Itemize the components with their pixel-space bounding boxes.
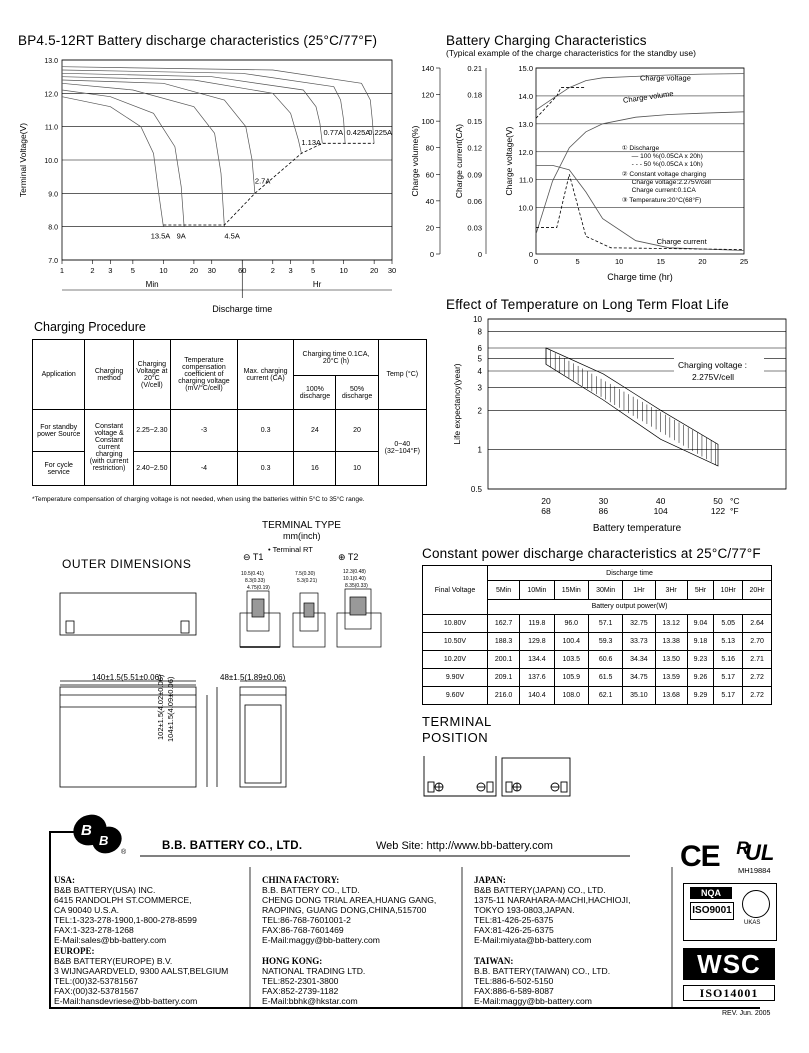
th-application: Application: [33, 340, 85, 410]
ukas-crown-icon: [742, 890, 770, 918]
outer-dimension-drawings: [55, 585, 305, 795]
nqa-badge: NQA: [690, 887, 732, 899]
th-discharge-time: Discharge time: [488, 566, 772, 581]
power-cell: 108.0: [554, 687, 588, 705]
dim-width: 48±1.5(1.89±0.06): [220, 673, 286, 682]
r1-voltage: 2.25~2.30: [133, 410, 170, 452]
terminal-position-title-2: POSITION: [422, 730, 489, 745]
x-tick-label: 5: [130, 266, 135, 275]
power-cell: 105.9: [554, 669, 588, 687]
plot-frame: [488, 319, 786, 489]
x-tick-label-c: 30: [598, 496, 609, 506]
y-tick-label: 11.0: [44, 124, 58, 132]
x-tick-label: 10: [339, 266, 348, 275]
axis2-tick-label: 0.09: [467, 170, 482, 180]
y-tick-label: 9.0: [48, 191, 58, 199]
power-cell: 13.12: [655, 615, 687, 633]
power-cell: 5.16: [714, 651, 743, 669]
power-cell: 188.3: [488, 633, 520, 651]
discharge-curve: [62, 83, 224, 226]
axis3-tick-label: 15.0: [518, 64, 533, 73]
table-row: [423, 633, 772, 651]
r2-t100: 16: [294, 452, 336, 486]
current-curve-label: Charge current: [656, 237, 707, 246]
th-temp-comp: Temperature compensation coefficient of charging voltage (mV/°C/cell): [171, 340, 238, 410]
power-cell: 13.38: [655, 633, 687, 651]
axis1-tick-label: 140: [421, 64, 434, 73]
y-tick-label: 3: [477, 383, 482, 393]
usa-title: USA:: [54, 875, 76, 885]
x-tick-label-f: 122: [710, 506, 726, 516]
y-axis-label: Life expectancy(year): [452, 363, 462, 445]
axis3-label: Charge voltage(V): [504, 126, 514, 196]
axis3-tick-label: 13.0: [518, 119, 533, 129]
x-tick-label: 1: [59, 266, 65, 275]
power-cell: 9.04: [687, 615, 714, 633]
axis3-tick-label: 11.0: [518, 175, 533, 185]
th-output-power: Battery output power(W): [488, 599, 772, 614]
x-tick-label: 2: [90, 266, 95, 275]
europe-address: EUROPE: B&B BATTERY(EUROPE) B.V. 3 WIJNGAARDVELD, 9300 AALST,BELGIUM TEL:(00)32-53781567 FAX:(00)32-53781567 E-Mail:hansdevriese@bb-battery.com: [54, 946, 229, 1006]
taiwan-address: TAIWAN: B.B. BATTERY(TAIWAN) CO., LTD. TEL:886-6-502-5150 FAX:886-6-589-8087 E-Mail:maggy@bb-battery.com: [474, 956, 611, 1006]
curve-label: 0.77A: [323, 128, 344, 137]
x-tick-label: 10: [615, 257, 624, 266]
column-header: 5Hr: [687, 581, 714, 599]
x-tick-label: 60: [238, 266, 247, 275]
power-cell: 9.23: [687, 651, 714, 669]
dim-g: 10.1(0.40): [343, 576, 366, 582]
column-header: 1Hr: [623, 581, 655, 599]
wsc-logo: WSC: [683, 948, 775, 980]
power-cell: 33.73: [623, 633, 655, 651]
power-cell: 140.4: [520, 687, 554, 705]
y-tick-label: 8.0: [48, 224, 58, 232]
y-tick-label: 7.0: [48, 258, 58, 265]
axis2-tick-label: 0.21: [467, 64, 482, 73]
discharge-curve: [62, 90, 184, 227]
power-cell: 13.59: [655, 669, 687, 687]
discharge-curve: [62, 70, 345, 143]
power-cell: 162.7: [488, 615, 520, 633]
power-cell: 9.29: [687, 687, 714, 705]
column-header: 5Min: [488, 581, 520, 599]
power-cell: 200.1: [488, 651, 520, 669]
axis1-tick-label: 60: [425, 170, 434, 180]
axis2-tick-label: 0.12: [467, 143, 482, 153]
axis1-tick-label: 0: [429, 250, 434, 259]
ul-icon: UL: [745, 840, 775, 865]
discharge-curve: [62, 73, 322, 143]
dim-b: 8.3(0.33): [245, 578, 266, 584]
x-axis-label: Discharge time: [212, 304, 273, 314]
r2-t50: 10: [336, 452, 378, 486]
min-label: Min: [145, 280, 159, 289]
charging-procedure-table: [32, 339, 427, 486]
axis2-tick-label: 0.18: [467, 90, 482, 100]
note-line-1: Charging voltage :: [678, 360, 747, 370]
power-cell: 60.6: [588, 651, 622, 669]
taiwan-title: TAIWAN:: [474, 956, 514, 966]
x-tick-label: 2: [270, 266, 275, 275]
power-cell: 9.18: [687, 633, 714, 651]
power-cell: 209.1: [488, 669, 520, 687]
x-tick-label: 0: [533, 257, 539, 266]
x-tick-label: 10: [159, 266, 168, 275]
terminal-rt-label: • Terminal RT: [268, 545, 313, 554]
x-axis-label: Battery temperature: [592, 523, 682, 534]
axis3-tick-label: 10.0: [518, 203, 533, 213]
x-tick-label: 30: [207, 266, 216, 275]
europe-title: EUROPE:: [54, 946, 95, 956]
table-row: [423, 615, 772, 633]
iso14001-badge: ISO14001: [683, 985, 775, 1001]
china-address: CHINA FACTORY: B.B. BATTERY CO., LTD. CHENG DONG TRIAL AREA,HUANG GANG, RAOPING, GUANG DONG,CHINA,515700 TEL:86-768-7601001-2 FAX:86-768-7601469 E-Mail:maggy@bb-battery.com: [262, 875, 437, 945]
table-row: [423, 669, 772, 687]
iso9001-badge: ISO9001: [690, 902, 734, 920]
column-header: 10Min: [520, 581, 554, 599]
axis2-tick-label: 0: [477, 250, 482, 259]
charging-chart: [404, 60, 804, 285]
terminal-type-title: TERMINAL TYPE: [262, 520, 341, 531]
power-cell: 96.0: [554, 615, 588, 633]
power-cell: 57.1: [588, 615, 622, 633]
curve-label: 0.225A: [368, 128, 393, 137]
power-cell: 2.64: [743, 615, 772, 633]
x-tick-label-c: 50: [713, 496, 723, 506]
y-tick-label: 13.0: [44, 58, 58, 65]
japan-title: JAPAN:: [474, 875, 506, 885]
discharge-curve: [62, 97, 163, 227]
terminal-position-drawing: [420, 752, 580, 800]
constant-power-table: [422, 565, 772, 705]
terminal-t2-label: ⊕ T2: [338, 552, 359, 562]
power-cell: 216.0: [488, 687, 520, 705]
th-method: Charging method: [85, 340, 133, 410]
hr-label: Hr: [312, 280, 322, 289]
axis3-tick-label: 14.0: [518, 91, 533, 101]
power-cell: 5.17: [714, 669, 743, 687]
column-header: 30Min: [588, 581, 622, 599]
axis2-tick-label: 0.06: [467, 196, 482, 206]
power-cell: 134.4: [520, 651, 554, 669]
charging-chart-subtitle: (Typical example of the charge characteristics for the standby use): [446, 48, 696, 58]
dim-e: 5.3(0.21): [297, 578, 318, 584]
unit-f: °F: [730, 506, 739, 516]
japan-address: JAPAN: B&B BATTERY(JAPAN) CO., LTD. 1375-11 NARAHARA-MACHI,HACHIOJI, TOKYO 193-0803,JAPAN. TEL:81-426-25-6375 FAX:81-426-25-6375 E-Mail:miyata@bb-battery.com: [474, 875, 631, 945]
power-cell: 129.8: [520, 633, 554, 651]
power-cell: 2.72: [743, 669, 772, 687]
y-axis-label: Terminal Voltage(V): [18, 122, 28, 198]
website-link[interactable]: Web Site: http://www.bb-battery.com: [376, 840, 553, 852]
unit-c: °C: [730, 496, 740, 506]
power-cell: 34.34: [623, 651, 655, 669]
axis1-tick-label: 120: [421, 90, 434, 100]
svg-text:B: B: [99, 833, 109, 848]
x-tick-label: 15: [656, 257, 665, 266]
svg-text:B: B: [81, 822, 92, 839]
final-voltage-cell: 9.60V: [423, 687, 488, 705]
th-voltage: Charging Voltage at 20°C (V/cell): [133, 340, 170, 410]
y-tick-label: 10.0: [44, 158, 58, 165]
y-tick-label: 2: [477, 406, 482, 416]
x-tick-label: 20: [698, 257, 707, 266]
x-tick-label: 25: [739, 257, 749, 266]
china-title: CHINA FACTORY:: [262, 875, 340, 885]
revision: REV. Jun. 2005: [722, 1010, 771, 1017]
power-cell: 61.5: [588, 669, 622, 687]
terminal-t1-label: ⊖ T1: [243, 552, 264, 562]
svg-text:®: ®: [121, 849, 127, 856]
column-header: 10Hr: [714, 581, 743, 599]
volume-curve-label: Charge volume: [622, 88, 675, 105]
float-life-title: Effect of Temperature on Long Term Float Life: [446, 297, 729, 312]
x-tick-label-f: 68: [541, 506, 551, 516]
th-temp: Temp (°C): [378, 340, 426, 410]
usa-address: USA: B&B BATTERY(USA) INC. 6415 RANDOLPH ST.COMMERCE, CA 90040 U.S.A. TEL:1-323-278-1900,1-800-278-8599 FAX:1-323-278-1268 E-Mail:sales@bb-battery.com: [54, 875, 197, 945]
legend-line: - - - 50 %(0.05CA x 10h): [631, 161, 703, 168]
x-tick-label-c: 20: [541, 496, 551, 506]
th-charging-time: Charging time 0.1CA, 20°C (h): [294, 340, 378, 376]
column-header: 20Hr: [743, 581, 772, 599]
hk-address: HONG KONG: NATIONAL TRADING LTD. TEL:852-2301-3800 FAX:852-2739-1182 E-Mail:bbhk@hkstar.com: [262, 956, 366, 1006]
power-cell: 5.13: [714, 633, 743, 651]
hk-title: HONG KONG:: [262, 956, 323, 966]
x-tick-label: 3: [288, 266, 293, 275]
column-header: 15Min: [554, 581, 588, 599]
axis2-label: Charge current(CA): [454, 123, 464, 199]
dim-h: 8.35(0.33): [345, 583, 368, 589]
axis1-tick-label: 40: [425, 196, 434, 206]
curve-label: 13.5A: [150, 231, 171, 241]
y-tick-label: 10: [473, 315, 482, 324]
legend-line: ② Constant voltage charging: [621, 171, 707, 178]
x-tick-label: 3: [108, 266, 113, 275]
r1-t100: 24: [294, 410, 336, 452]
axis3-tick-label: 0: [528, 250, 533, 259]
r1-max: 0.3: [237, 410, 294, 452]
power-cell: 119.8: [520, 615, 554, 633]
power-cell: 137.6: [520, 669, 554, 687]
terminal-type-subtitle: mm(inch): [283, 531, 321, 541]
ukas-label: UKAS: [744, 920, 761, 926]
curve-label: 2.7A: [254, 176, 271, 186]
charging-method: Constant voltage & Constant current charging (with current restriction): [85, 410, 133, 486]
axis1-tick-label: 20: [425, 223, 434, 233]
power-cell: 5.05: [714, 615, 743, 633]
axis3-tick-label: 12.0: [518, 147, 533, 157]
y-tick-label: 0.5: [470, 485, 482, 494]
curve-label: 0.425A: [346, 128, 371, 137]
x-tick-label-f: 104: [653, 506, 668, 516]
svg-text:ᴿ: ᴿ: [735, 836, 749, 866]
temp-range: 0~40 (32~104°F): [378, 410, 426, 486]
power-cell: 2.70: [743, 633, 772, 651]
axis1-tick-label: 80: [425, 143, 434, 153]
curve-label: 4.5A: [224, 231, 240, 241]
dashed-voltage-curve: [536, 88, 586, 119]
x-tick-label-f: 86: [598, 506, 609, 516]
table-row: [423, 687, 772, 705]
y-tick-label: 4: [477, 366, 482, 376]
y-tick-label: 5: [477, 354, 482, 364]
y-tick-label: 1: [477, 445, 482, 455]
ul-number: MH19884: [738, 866, 771, 875]
x-tick-label-c: 40: [655, 496, 666, 506]
outer-dimensions-title: OUTER DIMENSIONS: [62, 557, 192, 571]
power-cell: 59.3: [588, 633, 622, 651]
r2-application: For cycle service: [33, 452, 85, 486]
dim-height1: 102±1.5(4.02±0.06): [156, 674, 165, 740]
constant-power-title: Constant power discharge characteristics at 25°C/77°F: [422, 546, 761, 561]
dim-d: 7.5(0.30): [295, 571, 316, 577]
r1-comp: -3: [171, 410, 238, 452]
curve-label: 9A: [176, 231, 186, 241]
dim-c: 4.75(0.19): [247, 585, 270, 591]
x-tick-label: 20: [369, 266, 379, 275]
power-cell: 100.4: [554, 633, 588, 651]
r2-max: 0.3: [237, 452, 294, 486]
power-cell: 32.75: [623, 615, 655, 633]
y-tick-label: 6: [477, 343, 482, 353]
y-tick-label: 12.0: [44, 91, 58, 99]
final-voltage-cell: 10.20V: [423, 651, 488, 669]
legend-line: ③ Temperature:20°C(68°F): [621, 197, 702, 204]
discharge-chart-title: BP4.5-12RT Battery discharge characteristics (25°C/77°F): [18, 33, 378, 48]
axis1-tick-label: 100: [421, 117, 434, 127]
y-tick-label: 8: [477, 327, 482, 337]
power-cell: 34.75: [623, 669, 655, 687]
r1-application: For standby power Source: [33, 410, 85, 452]
charging-footnote: *Temperature compensation of charging voltage is not needed, when using the batteries within 5°C to 35°C range.: [32, 496, 365, 503]
column-header: 3Hr: [655, 581, 687, 599]
x-tick-label: 5: [575, 257, 580, 266]
terminal-position-title-1: TERMINAL: [422, 714, 492, 729]
curve-label: 1.13A: [301, 138, 322, 147]
power-cell: 2.71: [743, 651, 772, 669]
power-cell: 35.10: [623, 687, 655, 705]
axis2-tick-label: 0.15: [467, 117, 482, 127]
note-line-2: 2.275V/cell: [692, 372, 735, 382]
table-row: [423, 651, 772, 669]
dim-length: 140±1.5(5.51±0.06): [92, 673, 162, 682]
power-cell: 62.1: [588, 687, 622, 705]
x-axis-label: Charge time (hr): [607, 272, 673, 282]
x-tick-label: 5: [311, 266, 316, 275]
r2-comp: -4: [171, 452, 238, 486]
legend-line: — 100 %(0.05CA x 20h): [631, 153, 703, 160]
company-name: B.B. BATTERY CO., LTD.: [162, 840, 303, 852]
power-cell: 103.5: [554, 651, 588, 669]
charging-procedure-title: Charging Procedure: [34, 320, 146, 334]
final-voltage-cell: 10.80V: [423, 615, 488, 633]
iso9001-cert: [683, 883, 777, 941]
discharge-chart: [14, 54, 400, 316]
x-tick-label: 30: [387, 266, 397, 275]
ce-mark: CE: [680, 840, 720, 873]
power-cell: 9.26: [687, 669, 714, 687]
bb-logo: [70, 806, 140, 856]
r1-t50: 20: [336, 410, 378, 452]
dim-a: 10.5(0.41): [241, 571, 264, 577]
dim-f: 12.3(0.48): [343, 569, 366, 575]
th-final-voltage: Final Voltage: [423, 566, 488, 615]
final-voltage-cell: 9.90V: [423, 669, 488, 687]
th-50: 50% discharge: [336, 376, 378, 410]
x-tick-label: 20: [189, 266, 199, 275]
power-cell: 5.17: [714, 687, 743, 705]
final-voltage-cell: 10.50V: [423, 633, 488, 651]
power-cell: 13.50: [655, 651, 687, 669]
dim-height2: 104±1.5(4.09±0.06): [166, 676, 175, 742]
r2-voltage: 2.40~2.50: [133, 452, 170, 486]
th-max-current: Max. charging current (CA): [237, 340, 294, 410]
axis2-tick-label: 0.03: [467, 223, 482, 233]
legend-line: Charge current:0.1CA: [631, 187, 696, 194]
charging-chart-title: Battery Charging Characteristics: [446, 33, 647, 48]
legend-line: Charge voltage:2.275V/cell: [631, 179, 711, 186]
voltage-curve-label: Charge voltage: [640, 73, 691, 83]
power-cell: 2.72: [743, 687, 772, 705]
th-100: 100% discharge: [294, 376, 336, 410]
power-cell: 13.68: [655, 687, 687, 705]
axis1-label: Charge volume(%): [410, 125, 420, 197]
float-life-chart: [446, 313, 796, 535]
legend-line: ① Discharge: [621, 145, 660, 152]
